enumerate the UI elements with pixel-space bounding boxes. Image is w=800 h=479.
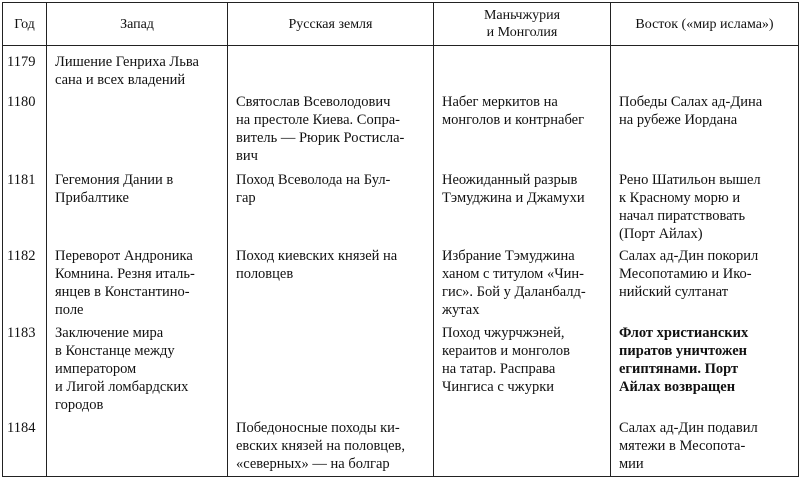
- cell-line: Чингиса с чжурки: [442, 378, 554, 395]
- cell-line: Победы Салах ад-Дина: [619, 93, 763, 110]
- header-east: Восток («мир ислама»): [611, 3, 799, 46]
- header-rus: Русская земля: [228, 3, 434, 46]
- cell-line: Поход чжурчжэней,: [442, 324, 565, 341]
- cell-line: Салах ад-Дин покорил: [619, 247, 759, 264]
- west-cell: [47, 324, 228, 419]
- man-cell: [434, 93, 611, 171]
- rus-cell: [228, 171, 434, 247]
- east-cell: [611, 419, 799, 477]
- cell-line: Флот христианских: [619, 324, 749, 341]
- cell-line: (Порт Айлах): [619, 225, 703, 242]
- cell-line: начал пиратствовать: [619, 207, 746, 224]
- cell-line: Переворот Андроника: [55, 247, 193, 264]
- cell-line: Комнина. Резня италь-: [55, 265, 195, 282]
- cell-line: Тэмуджина и Джамухи: [442, 189, 585, 206]
- rus-cell: [228, 247, 434, 324]
- header-year: Год: [3, 3, 47, 46]
- rus-cell: [228, 46, 434, 93]
- cell-line: Салах ад-Дин подавил: [619, 419, 758, 436]
- table-row: [3, 324, 799, 419]
- cell-line: Лишение Генриха Льва: [55, 54, 199, 70]
- cell-line: Набег меркитов на: [442, 93, 558, 110]
- header-man-line-1: Маньчжурия: [483, 8, 561, 23]
- header-manchuria-mongolia: [434, 3, 611, 46]
- cell-line: вич: [236, 147, 258, 164]
- east-cell: [611, 46, 799, 93]
- cell-line: в Констанце между: [55, 342, 175, 359]
- man-cell: [434, 324, 611, 419]
- cell-line: египтянами. Порт: [619, 360, 739, 377]
- man-cell: [434, 419, 611, 477]
- east-cell: [611, 93, 799, 171]
- cell-line: городов: [55, 396, 104, 413]
- cell-line: кераитов и монголов: [442, 342, 570, 359]
- cell-line: витель — Рюрик Ростисла-: [236, 129, 405, 146]
- header-man-line-2: и Монголия: [486, 25, 558, 40]
- year-cell: 1180: [3, 93, 47, 171]
- cell-line: Гегемония Дании в: [55, 171, 174, 188]
- rus-cell: [228, 93, 434, 171]
- cell-line: гар: [236, 189, 256, 206]
- cell-line: сана и всех владений: [55, 72, 186, 88]
- year-cell: 1183: [3, 324, 47, 419]
- chronology-table: [2, 2, 799, 477]
- year-cell: 1184: [3, 419, 47, 477]
- cell-line: императором: [55, 360, 137, 377]
- rus-cell: [228, 324, 434, 419]
- cell-line: Поход киевских князей на: [236, 247, 398, 264]
- cell-line: и Лигой ломбардских: [55, 378, 189, 395]
- header-row: [3, 3, 799, 46]
- cell-line: янцев в Константино-: [55, 283, 190, 300]
- cell-line: на престоле Киева. Сопра-: [236, 111, 400, 128]
- cell-line: Айлах возвращен: [619, 378, 736, 395]
- table-row: [3, 93, 799, 171]
- man-cell: [434, 247, 611, 324]
- west-cell: [47, 419, 228, 477]
- west-cell: [47, 247, 228, 324]
- cell-line: гис». Бой у Даланбалд-: [442, 283, 586, 300]
- cell-line: Прибалтике: [55, 189, 129, 206]
- cell-line: Победоносные походы ки-: [236, 419, 400, 436]
- table-row: [3, 46, 799, 93]
- table-row: [3, 171, 799, 247]
- table-row: [3, 419, 799, 477]
- cell-line: «северных» — на болгар: [236, 455, 390, 472]
- cell-line: Избрание Тэмуджина: [442, 247, 575, 264]
- west-cell: [47, 171, 228, 247]
- cell-line: мятежи в Месопота-: [619, 437, 746, 454]
- east-cell: [611, 171, 799, 247]
- cell-line: пиратов уничтожен: [619, 342, 747, 359]
- cell-line: Заключение мира: [55, 324, 164, 341]
- cell-line: половцев: [236, 265, 294, 282]
- cell-line: к Красному морю и: [619, 189, 741, 206]
- cell-line: на татар. Расправа: [442, 360, 556, 377]
- east-cell: [611, 324, 799, 419]
- year-cell: 1181: [3, 171, 47, 247]
- cell-line: поле: [55, 301, 84, 318]
- year-cell: 1182: [3, 247, 47, 324]
- cell-line: на рубеже Иордана: [619, 111, 738, 128]
- cell-line: ханом с титулом «Чин-: [442, 265, 584, 282]
- cell-line: Месопотамию и Ико-: [619, 265, 752, 282]
- cell-line: жутах: [442, 301, 480, 318]
- cell-line: мии: [619, 455, 644, 472]
- cell-line: евских князей на половцев,: [236, 437, 405, 454]
- man-cell: [434, 46, 611, 93]
- cell-line: монголов и контрнабег: [442, 111, 585, 128]
- header-west: Запад: [47, 3, 228, 46]
- cell-line: Святослав Всеволодович: [236, 93, 391, 110]
- cell-line: Рено Шатильон вышел: [619, 171, 761, 188]
- west-cell: [47, 46, 228, 93]
- west-cell: [47, 93, 228, 171]
- east-cell: [611, 247, 799, 324]
- table-row: [3, 247, 799, 324]
- cell-line: Неожиданный разрыв: [442, 171, 578, 188]
- year-cell: 1179: [3, 46, 47, 93]
- rus-cell: [228, 419, 434, 477]
- cell-line: нийский султанат: [619, 283, 729, 300]
- man-cell: [434, 171, 611, 247]
- cell-line: Поход Всеволода на Бул-: [236, 171, 391, 188]
